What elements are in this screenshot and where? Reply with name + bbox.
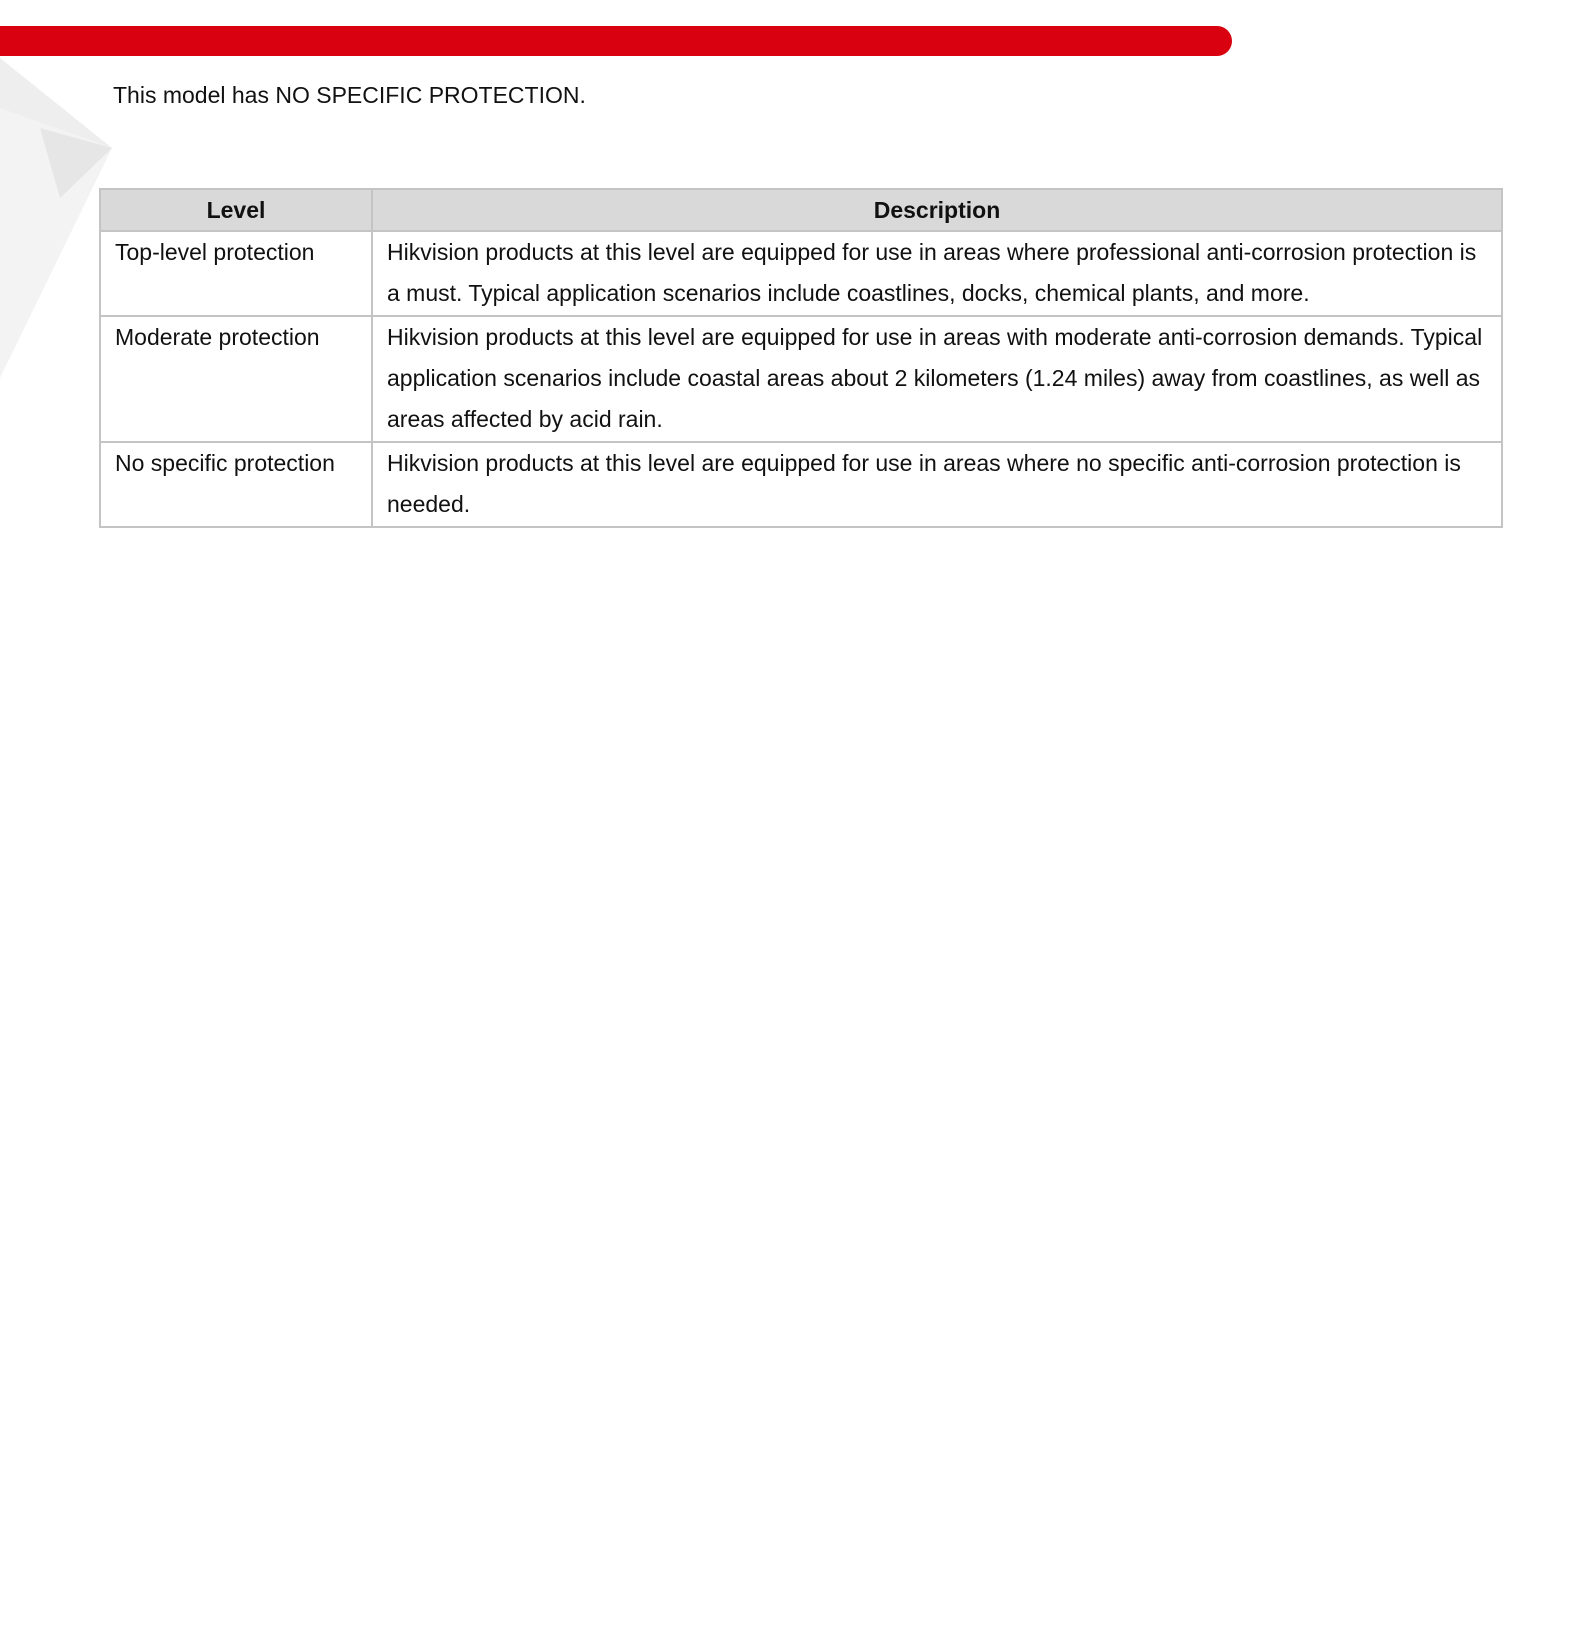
description-cell: Hikvision products at this level are equipped for use in areas where no specific anti-corrosion protection is needed. [372,442,1502,527]
protection-statement: This model has NO SPECIFIC PROTECTION. [113,82,586,108]
column-header-description: Description [372,189,1502,231]
description-cell: Hikvision products at this level are equipped for use in areas where professional anti-corrosion protection is a must. Typical application scenarios include coastlines, docks, chemical plants, and more. [372,231,1502,316]
table-row [100,442,1502,527]
level-cell: Moderate protection [100,316,372,442]
column-header-level: Level [100,189,372,231]
protection-level-table [99,188,1503,528]
table-header-row [100,189,1502,231]
table-row [100,316,1502,442]
level-cell: No specific protection [100,442,372,527]
table-row [100,231,1502,316]
level-cell: Top-level protection [100,231,372,316]
header-accent-bar [0,26,1232,56]
description-cell: Hikvision products at this level are equipped for use in areas with moderate anti-corrosion demands. Typical application scenarios include coastal areas about 2 kilometers (1.24 miles) away from coastlines, as well as areas affected by acid rain. [372,316,1502,442]
